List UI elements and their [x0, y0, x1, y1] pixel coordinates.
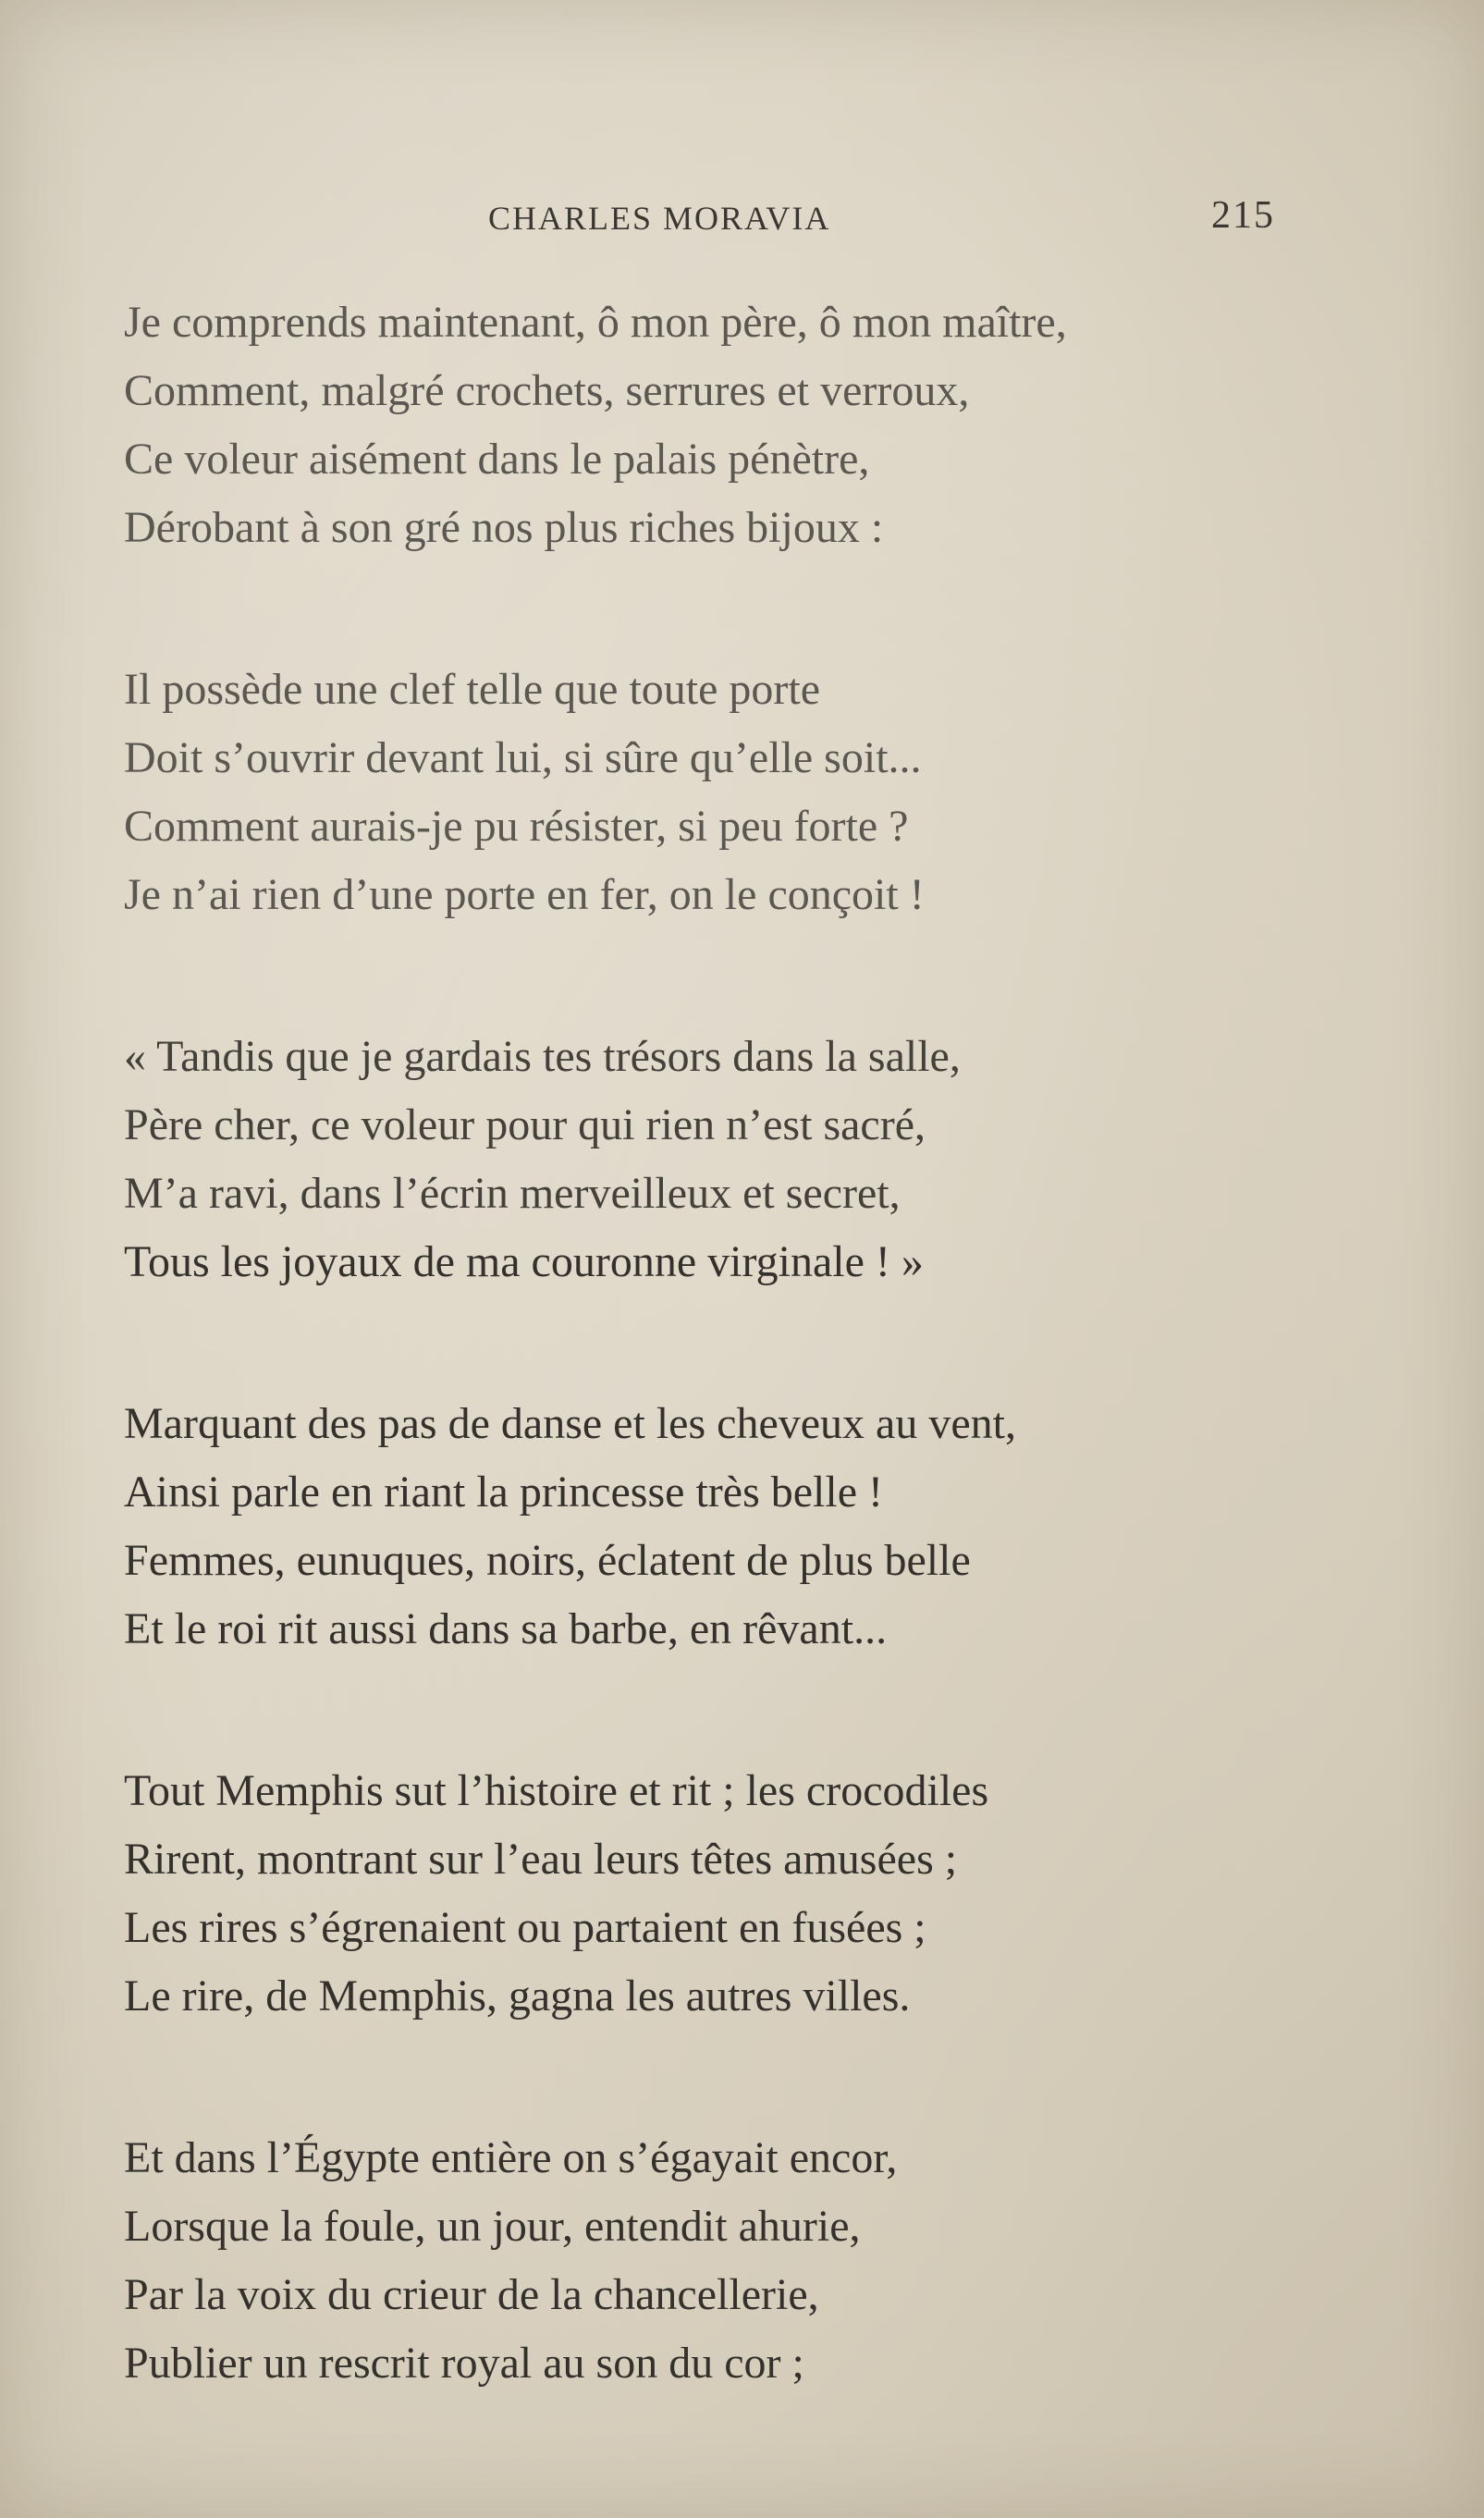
stanza-5	[124, 1757, 1363, 2031]
verse-line: Je n’ai rien d’une porte en fer, on le conçoit !	[124, 870, 925, 919]
running-head	[0, 190, 1484, 254]
running-title: CHARLES MORAVIA	[488, 200, 831, 237]
stanza-6	[124, 2124, 1363, 2398]
verse-line: Lorsque la foule, un jour, entendit ahurie,	[124, 2202, 861, 2251]
verse-line: Il possède une clef telle que toute porte	[124, 665, 821, 714]
verse-line: Comment aurais-je pu résister, si peu forte ?	[124, 802, 909, 851]
verse-line: Et le roi rit aussi dans sa barbe, en rêvant...	[124, 1604, 888, 1653]
verse-line: Tous les joyaux de ma couronne virginale ! »	[124, 1237, 924, 1286]
verse-line: M’a ravi, dans l’écrin merveilleux et secret,	[124, 1169, 901, 1218]
verse-line: Père cher, ce voleur pour qui rien n’est sacré,	[124, 1100, 926, 1149]
verse-line: Comment, malgré crochets, serrures et verroux,	[124, 366, 970, 415]
page-number: 215	[1211, 194, 1275, 237]
verse-line: Publier un rescrit royal au son du cor ;	[124, 2339, 804, 2388]
verse-line: Le rire, de Memphis, gagna les autres villes.	[124, 1971, 911, 2021]
verse-line: Femmes, eunuques, noirs, éclatent de plus belle	[124, 1536, 971, 1585]
verse-line: Et dans l’Égypte entière on s’égayait encor,	[124, 2133, 898, 2182]
verse-line: Ainsi parle en riant la princesse très belle !	[124, 1468, 884, 1517]
verse-line: Je comprends maintenant, ô mon père, ô mon maître,	[124, 298, 1067, 347]
verse-line: Rirent, montrant sur l’eau leurs têtes amusées ;	[124, 1835, 958, 1884]
stanza-3	[124, 1023, 1363, 1296]
verse-line: Marquant des pas de danse et les cheveux au vent,	[124, 1399, 1016, 1448]
verse-line: Doit s’ouvrir devant lui, si sûre qu’elle soit...	[124, 733, 922, 782]
stanza-2	[124, 656, 1363, 929]
verse-line: Dérobant à son gré nos plus riches bijoux :	[124, 503, 884, 552]
stanza-4	[124, 1390, 1363, 1664]
verse-line: Par la voix du crieur de la chancellerie,	[124, 2270, 819, 2319]
verse-line: Ce voleur aisément dans le palais pénètre,	[124, 435, 870, 484]
verse-line: Les rires s’égrenaient ou partaient en fusées ;	[124, 1903, 926, 1952]
poem	[124, 289, 1363, 2491]
stanza-1	[124, 289, 1363, 562]
verse-line: « Tandis que je gardais tes trésors dans la salle,	[124, 1032, 961, 1081]
verse-line: Tout Memphis sut l’histoire et rit ; les crocodiles	[124, 1766, 989, 1815]
